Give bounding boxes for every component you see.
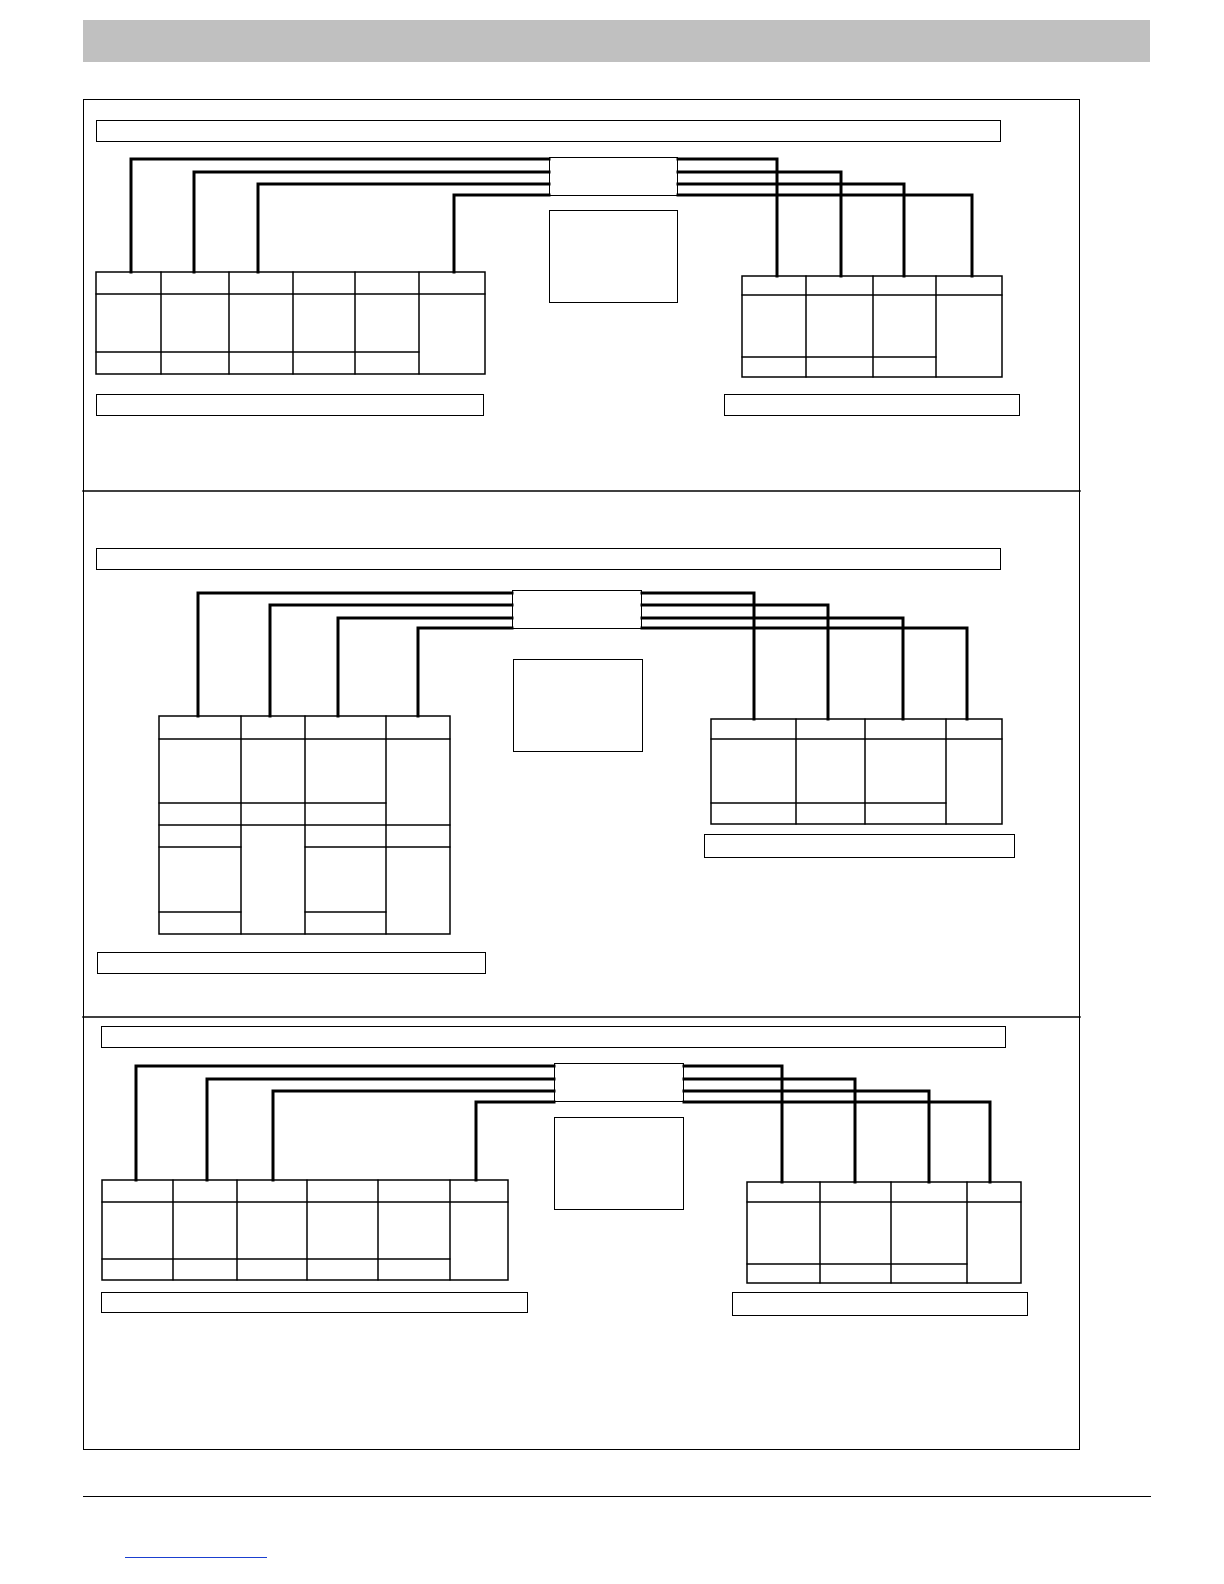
panel-3-left-table <box>102 1180 508 1280</box>
panel-3-right-table <box>747 1182 1021 1283</box>
panel-2-wires <box>198 593 967 719</box>
panel-2-left-table <box>159 716 450 934</box>
panel-1-right-table <box>742 276 1002 377</box>
footer-link[interactable] <box>125 1557 267 1558</box>
panel-1-wires <box>131 159 972 276</box>
footer-rule <box>83 1496 1151 1497</box>
panel-2-right-table <box>711 719 1002 824</box>
panel-1-left-table <box>96 272 485 374</box>
panel-3-wires <box>136 1066 990 1182</box>
